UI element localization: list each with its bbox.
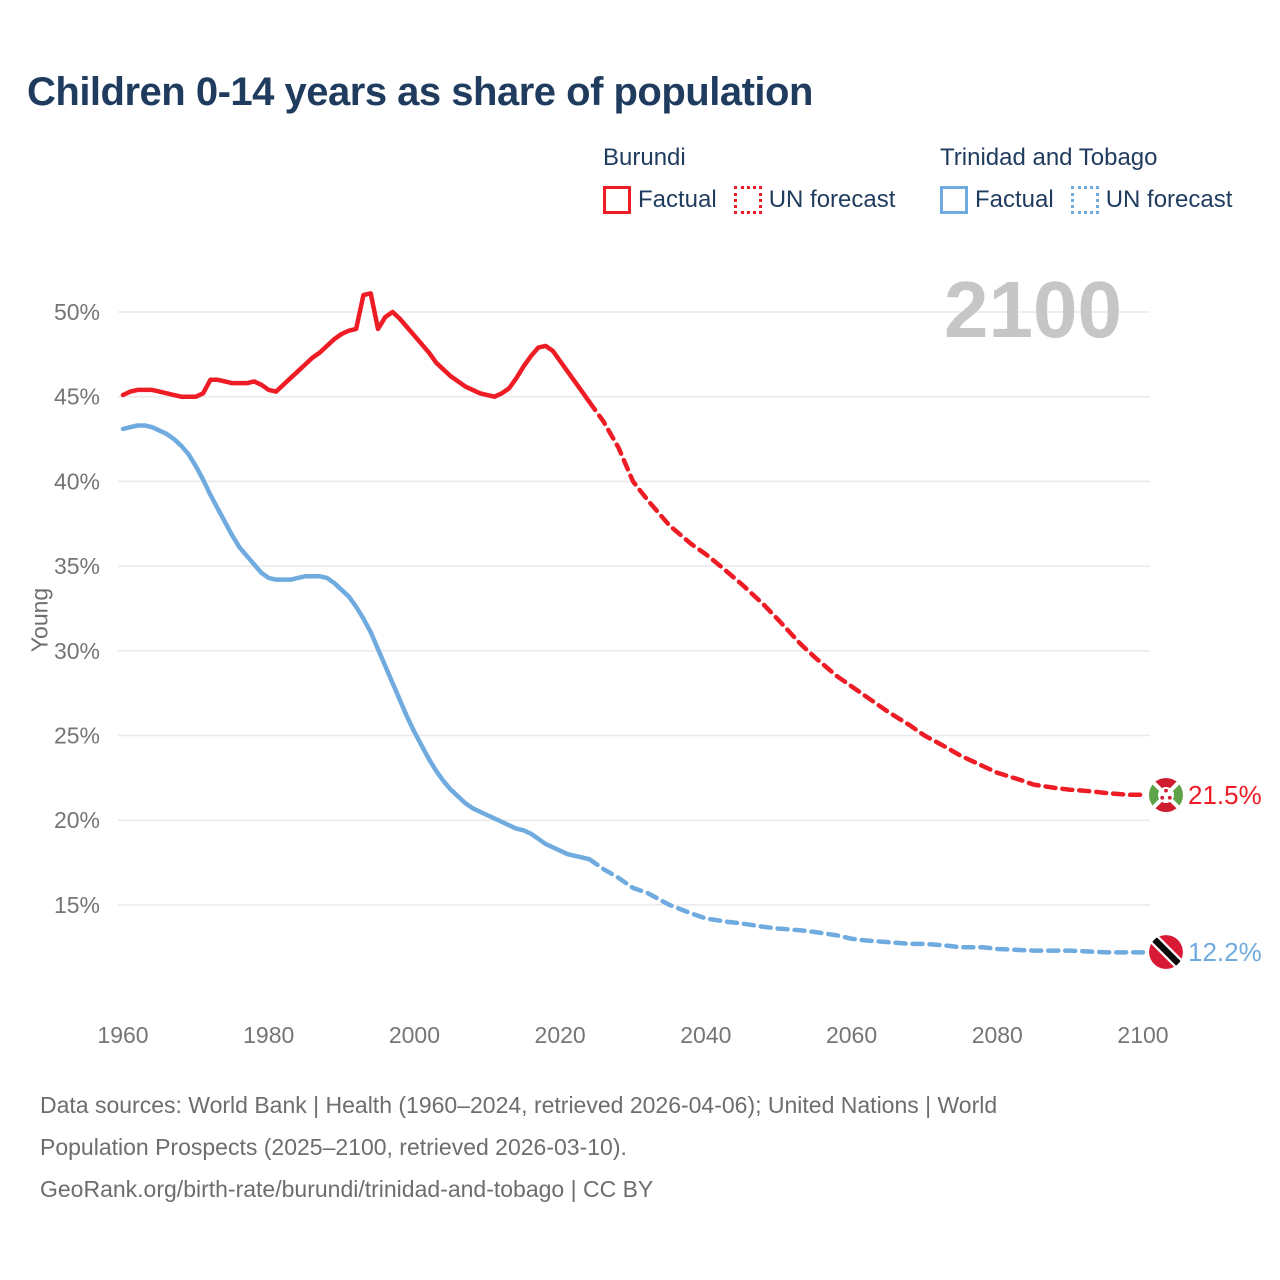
x-tick-label: 2020 [534, 1022, 586, 1048]
series-trinidad-and-tobago-factual [123, 425, 589, 859]
page-title: Children 0-14 years as share of population [27, 70, 813, 114]
watermark-year: 2100 [944, 265, 1122, 354]
y-tick-label: 45% [53, 383, 100, 410]
y-tick-label: 20% [53, 807, 100, 834]
x-tick-label: 2080 [971, 1022, 1023, 1048]
y-tick-label: 40% [53, 468, 100, 495]
legend-item-label: UN forecast [1105, 186, 1233, 213]
legend-group-title: Trinidad and Tobago [940, 144, 1158, 171]
x-tick-label: 1960 [97, 1022, 149, 1048]
data-sources-line-1: Data sources: World Bank | Health (1960–2024, retrieved 2026-04-06); United Nations | World [40, 1092, 998, 1118]
attribution-line: GeoRank.org/birth-rate/burundi/trinidad-and-tobago | CC BY [40, 1176, 654, 1202]
series-burundi-factual [123, 293, 589, 401]
y-tick-label: 25% [53, 722, 100, 749]
tt-end-value-label: 12.2% [1187, 937, 1262, 968]
x-tick-label: 2000 [388, 1022, 441, 1048]
x-tick-label: 1980 [243, 1022, 295, 1048]
burundi-end-value-label: 21.5% [1187, 779, 1262, 810]
y-axis-title: Young [26, 587, 53, 653]
legend-item-label: Factual [638, 186, 717, 213]
y-tick-label: 50% [53, 299, 100, 325]
trinidad-and-tobago-flag-icon [1146, 932, 1186, 972]
data-sources-line-2: Population Prospects (2025–2100, retrieved 2026-03-10). [40, 1134, 627, 1160]
x-tick-label: 2100 [1117, 1022, 1169, 1048]
y-tick-label: 30% [53, 637, 100, 664]
y-tick-label: 15% [53, 891, 100, 918]
y-tick-label: 35% [53, 553, 100, 580]
legend-group-title: Burundi [603, 144, 686, 171]
x-tick-label: 2040 [680, 1022, 732, 1048]
legend-item-label: UN forecast [768, 186, 896, 213]
legend-item-label: Factual [975, 186, 1054, 213]
series-trinidad-and-tobago-un-forecast [589, 859, 1143, 952]
x-tick-label: 2060 [825, 1022, 878, 1048]
burundi-flag-icon [1146, 775, 1186, 815]
